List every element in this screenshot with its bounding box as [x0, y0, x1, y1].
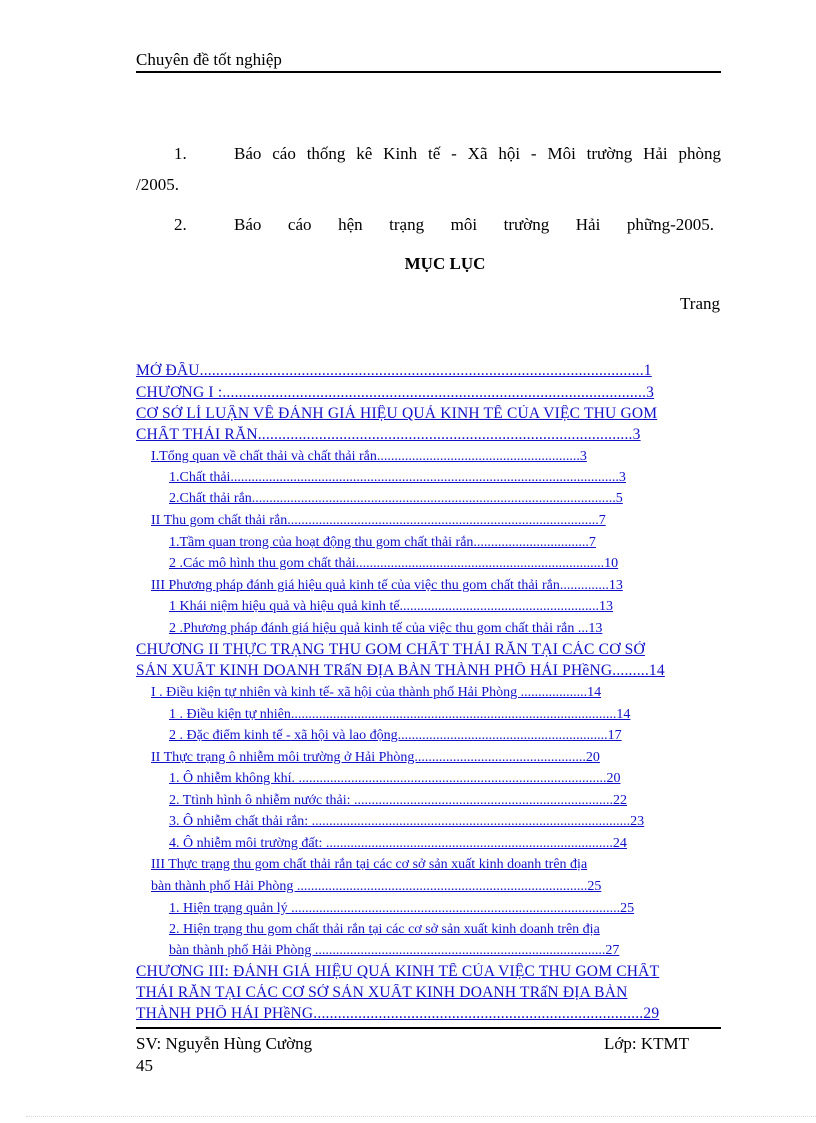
toc-title: MỤC LỤC — [404, 254, 486, 273]
toc-link-subsection[interactable]: 2. Ttình hình ô nhiễm nước thải: ..........................................................................22 — [169, 793, 628, 808]
toc-link-subsection[interactable]: 1. Hiện trạng quản lý ..............................................................................................25 — [169, 901, 635, 916]
header-title: Chuyên đề tốt nghiệp — [136, 50, 282, 69]
toc-link-chuong-1[interactable]: CHƯƠNG I :........................................................................................................3 — [136, 384, 655, 401]
toc-link-subsection[interactable]: 1 . Điều kiện tự nhiên.............................................................................................14 — [169, 707, 631, 722]
toc-link-chuong-2-cont[interactable]: SẢN XUẤT KINH DOANH TRấN ĐỊA BÀN THÀNH PHỐ HẢI PHềNG.........14 — [136, 662, 665, 679]
toc-link-subsection[interactable]: 1 Khái niệm hiệu quả và hiệu quả kinh tế.........................................................13 — [169, 599, 614, 614]
toc-link-mo-dau[interactable]: MỞ ĐẦU.............................................................................................................1 — [136, 362, 652, 379]
toc-link-section-2-3[interactable]: III Thực trạng thu gom chất thải rắn tại các cơ sở sản xuất kinh doanh trên địa — [151, 857, 588, 872]
toc-link-chuong-3[interactable]: CHƯƠNG III: ĐÁNH GIÁ HIỆU QUẢ KINH TẾ CỦA VIỆC THU GOM CHẤT — [136, 963, 660, 980]
toc-link-chuong-1-title[interactable]: CƠ SỞ LÍ LUẬN VỀ ĐÁNH GIÁ HIỆU QUẢ KINH TẾ CỦA VIỆC THU GOM — [136, 405, 658, 422]
page-edge-divider — [26, 1116, 816, 1117]
toc-link-subsection[interactable]: 1.Chất thải...............................................................................................................3 — [169, 470, 626, 485]
toc-link-chuong-3-cont[interactable]: THẢI RẮN TẠI CÁC CƠ SỞ SẢN XUẤT KINH DOANH TRấN ĐỊA BÀN — [136, 984, 628, 1001]
footer-student: SV: Nguyễn Hùng Cường — [136, 1034, 313, 1053]
toc-link-subsection[interactable]: 4. Ô nhiễm môi trường đất: ..................................................................................24 — [169, 836, 627, 851]
toc-link-subsection[interactable]: 2 .Phương pháp đánh giá hiệu quả kinh tế của việc thu gom chất thải rắn ...13 — [169, 621, 603, 636]
toc-link-subsection[interactable]: 2 .Các mô hình thu gom chất thải.......................................................................10 — [169, 556, 619, 571]
toc-link-section-2-2[interactable]: II Thực trạng ô nhiễm môi trường ở Hải Phòng.................................................20 — [151, 750, 600, 765]
toc-link-chuong-2[interactable]: CHƯƠNG II THỰC TRẠNG THU GOM CHẤT THẢI RẮN TẠI CÁC CƠ SỞ — [136, 641, 645, 658]
toc-link-subsection[interactable]: 2. Hiện trạng thu gom chất thải rắn tại các cơ sở sản xuất kinh doanh trên địa — [169, 922, 600, 937]
reference-text: Báo cáo thống kê Kinh tế - Xã hội - Môi trường Hải phòng — [234, 144, 721, 163]
reference-text: Báo cáo hện trạng môi trường Hải phững-2005. — [234, 215, 714, 234]
toc-page-label: Trang — [680, 294, 720, 313]
toc-link-subsection[interactable]: 1. Ô nhiễm không khí. ........................................................................................20 — [169, 771, 621, 786]
reference-text-continuation: /2005. — [136, 175, 179, 194]
header-rule — [136, 71, 721, 73]
toc-link-section-1-1[interactable]: I.Tổng quan về chất thải và chất thải rắn..........................................................3 — [151, 449, 587, 464]
toc-link-subsection[interactable]: 1.Tầm quan trong của hoạt động thu gom chất thải rắn.................................7 — [169, 535, 596, 550]
toc-link-section-2-1[interactable]: I . Điều kiện tự nhiên và kinh tế- xã hội của thành phố Hải Phòng ...................14 — [151, 685, 602, 700]
toc-link-subsection[interactable]: 2.Chất thải rắn........................................................................................................5 — [169, 491, 623, 506]
reference-number: 2. — [174, 215, 187, 234]
footer-class: Lớp: KTMT — [604, 1034, 690, 1053]
toc-link-section-1-2[interactable]: II Thu gom chất thải rắn.........................................................................................7 — [151, 513, 606, 528]
toc-link-chuong-1-title-cont[interactable]: CHẤT THẢI RẮN............................................................................................3 — [136, 426, 641, 443]
toc-link-chuong-3-cont[interactable]: THÀNH PHỐ HẢI PHềNG.................................................................................29 — [136, 1005, 660, 1022]
page-number: 45 — [136, 1056, 153, 1075]
footer-rule — [136, 1027, 721, 1029]
toc-link-section-1-3[interactable]: III Phương pháp đánh giá hiệu quả kinh tế của việc thu gom chất thải rắn..............13 — [151, 578, 623, 593]
toc-link-subsection[interactable]: 3. Ô nhiễm chất thải rắn: ...........................................................................................23 — [169, 814, 645, 829]
toc-link-subsection-cont[interactable]: bàn thành phố Hải Phòng ...................................................................................27 — [169, 943, 620, 958]
reference-number: 1. — [174, 144, 187, 163]
toc-link-subsection[interactable]: 2 . Đặc điểm kinh tế - xã hội và lao động............................................................17 — [169, 728, 622, 743]
toc-link-section-2-3-cont[interactable]: bàn thành phố Hải Phòng ...................................................................................25 — [151, 879, 602, 894]
